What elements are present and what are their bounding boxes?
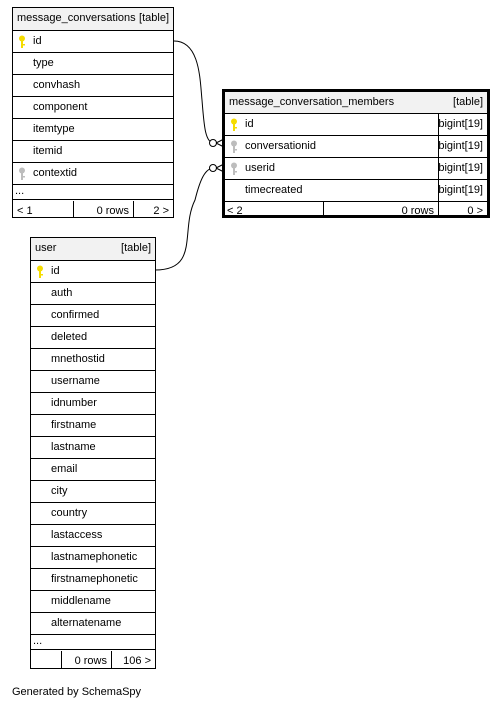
index-key-icon: [230, 162, 238, 176]
column-row[interactable]: [13, 75, 173, 97]
footer-left: < 2: [227, 205, 243, 217]
column-name: mnethostid: [51, 353, 105, 365]
primary-key-icon: [18, 35, 26, 49]
table-footer: [31, 651, 155, 668]
index-key-icon: [230, 140, 238, 154]
more-indicator: ...: [33, 635, 43, 647]
more-columns-row: [31, 635, 155, 650]
link-conversations-to-members: [174, 41, 214, 143]
index-key-icon: [18, 167, 26, 181]
table-header: [31, 238, 155, 261]
column-name: id: [51, 265, 60, 277]
footer-right: 2 >: [153, 205, 169, 217]
column-row[interactable]: [13, 163, 173, 185]
column-row[interactable]: [13, 119, 173, 141]
table-kind: [table]: [121, 242, 151, 254]
column-row[interactable]: [31, 283, 155, 305]
column-row[interactable]: [31, 327, 155, 349]
table-header: [225, 92, 487, 114]
column-row[interactable]: [31, 371, 155, 393]
column-row[interactable]: [31, 459, 155, 481]
table-name: message_conversations: [17, 12, 136, 24]
column-row[interactable]: [31, 547, 155, 569]
more-indicator: ...: [15, 185, 25, 197]
column-row[interactable]: [225, 114, 487, 136]
generated-by-label: Generated by SchemaSpy: [12, 686, 142, 698]
table-footer: [225, 201, 487, 218]
table-kind: [table]: [453, 96, 483, 108]
footer-right: 106 >: [123, 655, 151, 667]
table-name: user: [35, 242, 57, 254]
column-name: lastname: [51, 441, 96, 453]
column-name: deleted: [51, 331, 88, 343]
column-row[interactable]: [31, 415, 155, 437]
column-name: userid: [245, 162, 275, 174]
table-header: [13, 8, 173, 31]
column-name: country: [51, 507, 88, 519]
column-name: component: [33, 101, 88, 113]
column-row[interactable]: [225, 180, 487, 202]
column-name: itemid: [33, 145, 63, 157]
column-row[interactable]: [31, 261, 155, 283]
column-name: firstnamephonetic: [51, 573, 138, 585]
column-row[interactable]: [13, 31, 173, 53]
column-row[interactable]: [31, 349, 155, 371]
table-footer: [13, 201, 173, 218]
more-columns-row: [13, 185, 173, 200]
column-row[interactable]: [225, 136, 487, 158]
link-marker-conversationid: [210, 140, 217, 147]
column-row[interactable]: [13, 97, 173, 119]
footer-rows: 0 rows: [96, 205, 129, 217]
column-row[interactable]: [31, 613, 155, 635]
column-name: alternatename: [51, 617, 122, 629]
column-name: conversationid: [245, 140, 316, 152]
column-row[interactable]: [13, 53, 173, 75]
column-name: confirmed: [51, 309, 100, 321]
column-name: city: [51, 485, 68, 497]
primary-key-icon: [230, 118, 238, 132]
column-name: lastaccess: [51, 529, 103, 541]
table-kind: [table]: [139, 12, 169, 24]
column-row[interactable]: [225, 158, 487, 180]
column-row[interactable]: [31, 305, 155, 327]
column-row[interactable]: [31, 569, 155, 591]
column-type: bigint[19]: [438, 140, 483, 152]
column-row[interactable]: [31, 437, 155, 459]
column-name: itemtype: [33, 123, 75, 135]
column-name: type: [33, 57, 54, 69]
footer-rows: 0 rows: [74, 655, 107, 667]
table-user[interactable]: [30, 237, 156, 669]
column-row[interactable]: [31, 525, 155, 547]
column-name: convhash: [33, 79, 81, 91]
column-row[interactable]: [31, 503, 155, 525]
column-name: username: [51, 375, 100, 387]
column-type: bigint[19]: [438, 118, 483, 130]
table-message-conversations[interactable]: [12, 7, 174, 218]
table-message-conversation-members[interactable]: [222, 89, 490, 218]
column-name: timecreated: [245, 184, 303, 196]
column-name: email: [51, 463, 78, 475]
column-row[interactable]: [13, 141, 173, 163]
column-name: id: [245, 118, 254, 130]
table-name: message_conversation_members: [229, 96, 395, 108]
footer-right: 0 >: [467, 205, 483, 217]
column-name: contextid: [33, 167, 78, 179]
column-row[interactable]: [31, 591, 155, 613]
link-marker-userid: [210, 165, 217, 172]
primary-key-icon: [36, 265, 44, 279]
column-row[interactable]: [31, 393, 155, 415]
column-type: bigint[19]: [438, 184, 483, 196]
footer-left: < 1: [17, 205, 33, 217]
column-type: bigint[19]: [438, 162, 483, 174]
column-row[interactable]: [31, 481, 155, 503]
footer-rows: 0 rows: [401, 205, 434, 217]
column-name: lastnamephonetic: [51, 551, 138, 563]
column-name: middlename: [51, 595, 111, 607]
column-name: auth: [51, 287, 73, 299]
column-name: firstname: [51, 419, 97, 431]
column-name: idnumber: [51, 397, 97, 409]
column-name: id: [33, 35, 42, 47]
